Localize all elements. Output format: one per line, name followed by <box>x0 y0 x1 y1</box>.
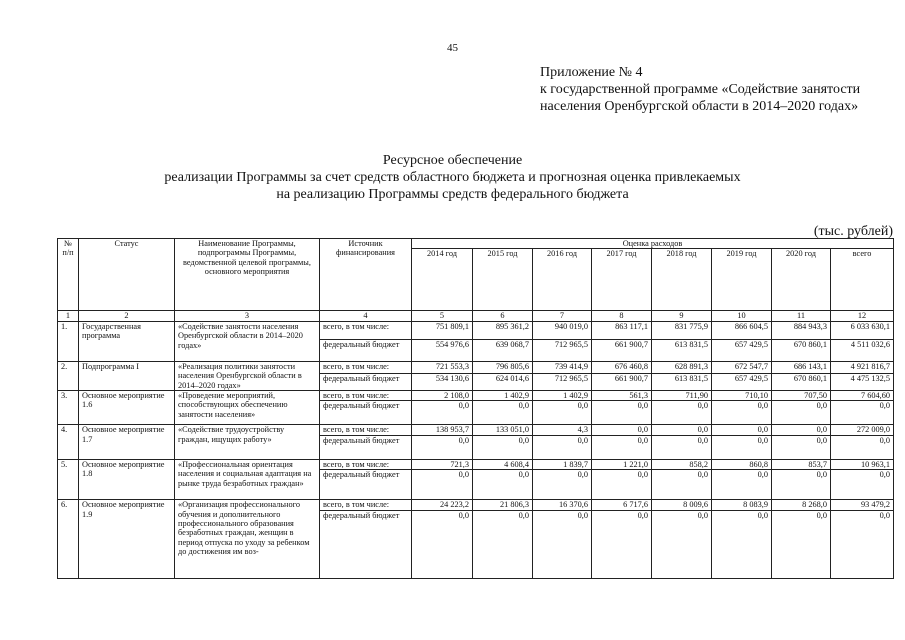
row-year-value: 2 108,0 <box>412 391 473 401</box>
row-year-value: 133 051,0 <box>473 425 533 435</box>
row-year-value: 0,0 <box>412 470 473 500</box>
row-year-value: 858,2 <box>652 459 712 469</box>
row-year-value: 0,0 <box>533 435 592 459</box>
row-year-value: 0,0 <box>592 425 652 435</box>
table-row <box>58 425 894 435</box>
column-number: 3 <box>175 311 320 321</box>
row-year-value: 0,0 <box>592 470 652 500</box>
row-total-value: 6 033 630,1 <box>831 321 894 339</box>
row-number: 5. <box>58 459 79 499</box>
row-year-value: 24 223,2 <box>412 500 473 510</box>
appendix-caption <box>540 64 860 115</box>
row-year-value: 853,7 <box>772 459 831 469</box>
row-source-label: всего, в том числе: <box>320 321 412 339</box>
row-year-value: 0,0 <box>772 401 831 425</box>
column-number: 12 <box>831 311 894 321</box>
row-year-value: 0,0 <box>412 510 473 578</box>
row-year-value: 721 553,3 <box>412 361 473 373</box>
header-status: Статус <box>79 239 175 311</box>
row-name: «Проведение мероприятий, способствующих обеспечению занятости населения» <box>175 391 320 425</box>
row-year-value: 657 429,5 <box>712 339 772 361</box>
row-year-value: 940 019,0 <box>533 321 592 339</box>
row-total-value: 0,0 <box>831 401 894 425</box>
row-year-value: 0,0 <box>652 510 712 578</box>
row-total-value: 4 475 132,5 <box>831 374 894 391</box>
row-year-value: 554 976,6 <box>412 339 473 361</box>
row-total-value: 10 963,1 <box>831 459 894 469</box>
row-total-value: 4 511 032,6 <box>831 339 894 361</box>
column-number-row <box>58 311 894 321</box>
row-source-label: федеральный бюджет <box>320 510 412 578</box>
table-row <box>58 361 894 373</box>
row-total-value: 7 604,60 <box>831 391 894 401</box>
row-year-value: 0,0 <box>473 510 533 578</box>
row-name: «Организация профессионального обучения и дополнительного профессионального образования безработных граждан, женщин в период отпуска по уходу за ребенком до достижения им воз- <box>175 500 320 578</box>
row-year-value: 0,0 <box>712 425 772 435</box>
column-number: 1 <box>58 311 79 321</box>
row-year-value: 21 806,3 <box>473 500 533 510</box>
row-total-value: 0,0 <box>831 435 894 459</box>
row-year-value: 0,0 <box>772 425 831 435</box>
header-year: 2014 год <box>412 249 473 311</box>
row-year-value: 561,3 <box>592 391 652 401</box>
appendix-line-2: к государственной программе «Содействие занятости <box>540 82 861 97</box>
row-total-value: 0,0 <box>831 470 894 500</box>
title-line-3: на реализацию Программы средств федерального бюджета <box>276 187 629 202</box>
row-total-value: 93 479,2 <box>831 500 894 510</box>
column-number: 9 <box>652 311 712 321</box>
row-source-label: всего, в том числе: <box>320 459 412 469</box>
row-year-value: 0,0 <box>412 401 473 425</box>
row-year-value: 534 130,6 <box>412 374 473 391</box>
row-year-value: 4,3 <box>533 425 592 435</box>
row-total-value: 0,0 <box>831 510 894 578</box>
header-year: 2017 год <box>592 249 652 311</box>
row-year-value: 676 460,8 <box>592 361 652 373</box>
row-year-value: 863 117,1 <box>592 321 652 339</box>
row-year-value: 0,0 <box>473 435 533 459</box>
column-number: 10 <box>712 311 772 321</box>
column-number: 7 <box>533 311 592 321</box>
row-year-value: 0,0 <box>473 401 533 425</box>
row-year-value: 0,0 <box>533 510 592 578</box>
row-name: «Профессиональная ориентация населения и социальная адаптация на рынке труда безработных граждан» <box>175 459 320 499</box>
row-year-value: 0,0 <box>652 425 712 435</box>
row-name: «Содействие занятости населения Оренбургской области в 2014–2020 годах» <box>175 321 320 361</box>
row-year-value: 0,0 <box>533 470 592 500</box>
row-year-value: 866 604,5 <box>712 321 772 339</box>
row-year-value: 138 953,7 <box>412 425 473 435</box>
row-year-value: 624 014,6 <box>473 374 533 391</box>
row-name: «Содействие трудоустройству граждан, ищущих работу» <box>175 425 320 459</box>
header-year: 2015 год <box>473 249 533 311</box>
row-year-value: 0,0 <box>712 510 772 578</box>
row-year-value: 1 839,7 <box>533 459 592 469</box>
row-year-value: 712 965,5 <box>533 339 592 361</box>
row-year-value: 661 900,7 <box>592 339 652 361</box>
row-total-value: 4 921 816,7 <box>831 361 894 373</box>
header-num: № п/п <box>58 239 79 311</box>
row-year-value: 672 547,7 <box>712 361 772 373</box>
row-year-value: 6 717,6 <box>592 500 652 510</box>
appendix-line-1: Приложение № 4 <box>540 65 643 80</box>
row-year-value: 686 143,1 <box>772 361 831 373</box>
header-estimate: Оценка расходов <box>412 239 894 249</box>
row-status: Государственная программа <box>79 321 175 361</box>
row-source-label: федеральный бюджет <box>320 470 412 500</box>
table-row <box>58 459 894 469</box>
row-year-value: 0,0 <box>412 435 473 459</box>
header-year: 2020 год <box>772 249 831 311</box>
row-year-value: 16 370,6 <box>533 500 592 510</box>
row-source-label: всего, в том числе: <box>320 391 412 401</box>
row-source-label: всего, в том числе: <box>320 500 412 510</box>
column-number: 11 <box>772 311 831 321</box>
header-year: 2019 год <box>712 249 772 311</box>
title-line-2: реализации Программы за счет средств областного бюджета и прогнозная оценка привлекаемых <box>164 170 741 185</box>
row-year-value: 884 943,3 <box>772 321 831 339</box>
row-year-value: 1 221,0 <box>592 459 652 469</box>
row-year-value: 0,0 <box>772 470 831 500</box>
row-year-value: 721,3 <box>412 459 473 469</box>
row-year-value: 0,0 <box>772 435 831 459</box>
row-number: 1. <box>58 321 79 361</box>
row-year-value: 751 809,1 <box>412 321 473 339</box>
header-year: 2018 год <box>652 249 712 311</box>
row-year-value: 670 860,1 <box>772 339 831 361</box>
row-year-value: 4 608,4 <box>473 459 533 469</box>
row-year-value: 0,0 <box>652 401 712 425</box>
row-year-value: 710,10 <box>712 391 772 401</box>
row-number: 6. <box>58 500 79 578</box>
row-year-value: 613 831,5 <box>652 339 712 361</box>
row-source-label: всего, в том числе: <box>320 425 412 435</box>
row-year-value: 711,90 <box>652 391 712 401</box>
row-year-value: 0,0 <box>652 470 712 500</box>
row-year-value: 0,0 <box>712 435 772 459</box>
row-year-value: 628 891,3 <box>652 361 712 373</box>
table-row <box>58 321 894 339</box>
budget-table <box>57 238 894 579</box>
row-year-value: 0,0 <box>592 435 652 459</box>
row-year-value: 707,50 <box>772 391 831 401</box>
row-year-value: 1 402,9 <box>533 391 592 401</box>
row-year-value: 657 429,5 <box>712 374 772 391</box>
header-row-1 <box>58 239 894 249</box>
units-label: (тыс. рублей) <box>813 224 893 239</box>
appendix-line-3: населения Оренбургской области в 2014–2020 годах» <box>540 99 859 114</box>
row-number: 4. <box>58 425 79 459</box>
column-number: 4 <box>320 311 412 321</box>
row-year-value: 0,0 <box>652 435 712 459</box>
row-source-label: федеральный бюджет <box>320 339 412 361</box>
row-year-value: 0,0 <box>473 470 533 500</box>
row-year-value: 739 414,9 <box>533 361 592 373</box>
column-number: 6 <box>473 311 533 321</box>
title-line-1: Ресурсное обеспечение <box>382 153 523 168</box>
row-number: 2. <box>58 361 79 390</box>
row-name: «Реализация политики занятости населения Оренбургской области в 2014–2020 годах» <box>175 361 320 390</box>
column-number: 5 <box>412 311 473 321</box>
row-year-value: 712 965,5 <box>533 374 592 391</box>
row-status: Основное мероприятие 1.8 <box>79 459 175 499</box>
row-year-value: 8 268,0 <box>772 500 831 510</box>
page-number: 45 <box>447 42 458 54</box>
row-year-value: 1 402,9 <box>473 391 533 401</box>
header-total: всего <box>831 249 894 311</box>
row-year-value: 661 900,7 <box>592 374 652 391</box>
document-title <box>0 152 905 203</box>
row-year-value: 639 068,7 <box>473 339 533 361</box>
row-status: Основное мероприятие 1.7 <box>79 425 175 459</box>
row-year-value: 831 775,9 <box>652 321 712 339</box>
row-year-value: 860,8 <box>712 459 772 469</box>
row-year-value: 796 805,6 <box>473 361 533 373</box>
row-total-value: 272 009,0 <box>831 425 894 435</box>
row-status: Основное мероприятие 1.9 <box>79 500 175 578</box>
header-source: Источник финансирования <box>320 239 412 311</box>
row-year-value: 670 860,1 <box>772 374 831 391</box>
column-number: 8 <box>592 311 652 321</box>
row-source-label: федеральный бюджет <box>320 401 412 425</box>
row-status: Основное мероприятие 1.6 <box>79 391 175 425</box>
row-year-value: 0,0 <box>772 510 831 578</box>
row-source-label: федеральный бюджет <box>320 435 412 459</box>
table-row <box>58 500 894 510</box>
table-row <box>58 391 894 401</box>
row-source-label: всего, в том числе: <box>320 361 412 373</box>
row-year-value: 895 361,2 <box>473 321 533 339</box>
column-number: 2 <box>79 311 175 321</box>
header-year: 2016 год <box>533 249 592 311</box>
row-year-value: 0,0 <box>592 401 652 425</box>
row-year-value: 8 083,9 <box>712 500 772 510</box>
row-source-label: федеральный бюджет <box>320 374 412 391</box>
row-number: 3. <box>58 391 79 425</box>
row-year-value: 613 831,5 <box>652 374 712 391</box>
row-year-value: 0,0 <box>533 401 592 425</box>
row-year-value: 0,0 <box>712 470 772 500</box>
row-year-value: 0,0 <box>592 510 652 578</box>
row-year-value: 0,0 <box>712 401 772 425</box>
header-name: Наименование Программы, подпрограммы Программы, ведомственной целевой программы, основного мероприятия <box>175 239 320 311</box>
row-year-value: 8 009,6 <box>652 500 712 510</box>
row-status: Подпрограмма I <box>79 361 175 390</box>
